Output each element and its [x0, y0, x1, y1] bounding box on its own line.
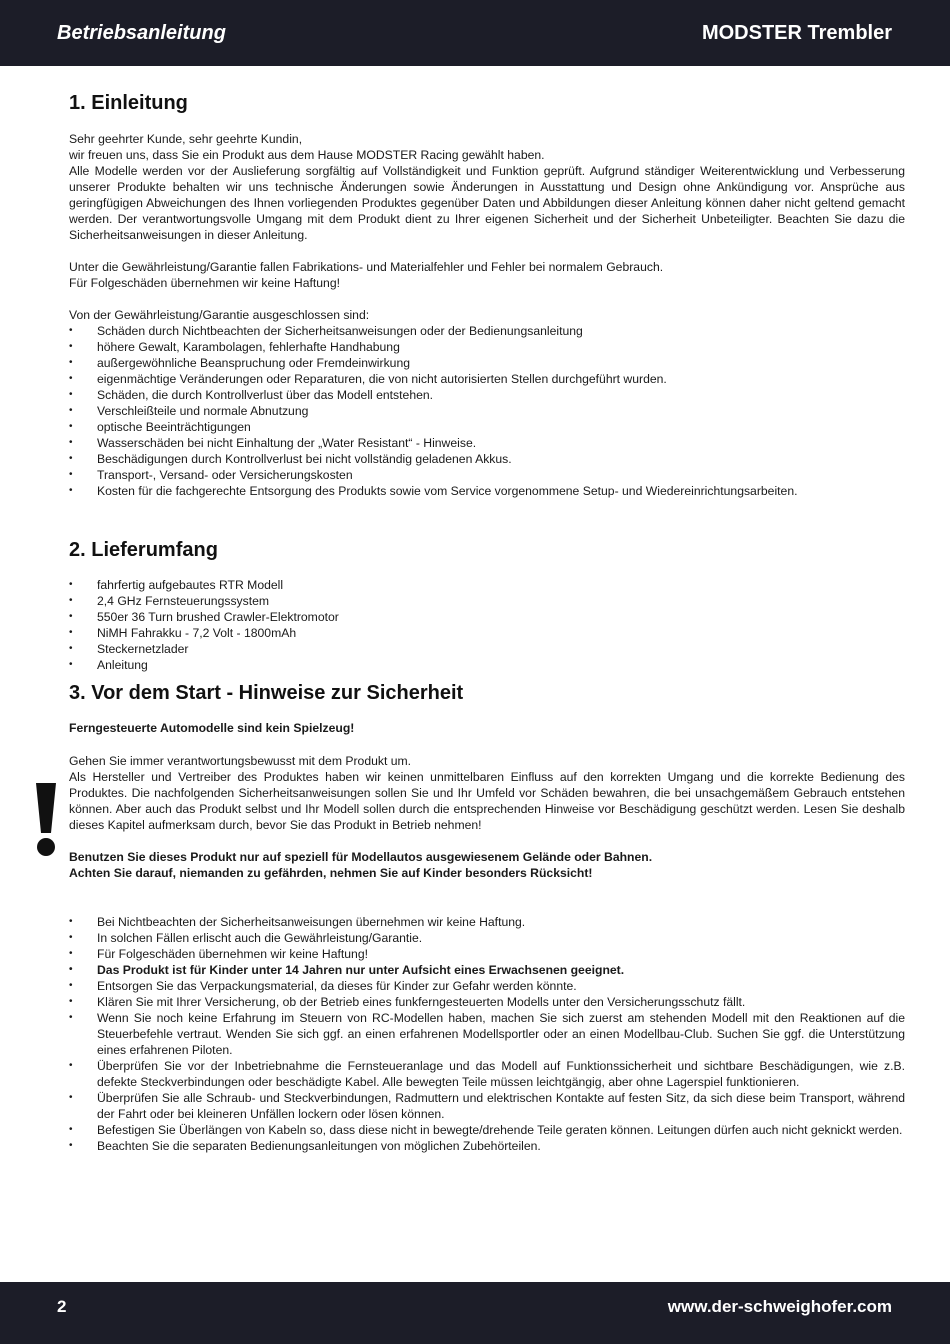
- safety-subtitle: Ferngesteuerte Automodelle sind kein Spielzeug!: [69, 721, 355, 735]
- list-item: • optische Beeinträchtigungen: [69, 419, 905, 435]
- exclusions-heading: Von der Gewährleistung/Garantie ausgeschlossen sind:: [69, 308, 370, 322]
- list-item: • höhere Gewalt, Karambolagen, fehlerhafte Handhabung: [69, 339, 905, 355]
- list-item: • eigenmächtige Veränderungen oder Reparaturen, die von nicht autorisierten Stellen durchgeführt wurden.: [69, 371, 905, 387]
- header-title: Betriebsanleitung: [57, 22, 226, 44]
- list-item: • 550er 36 Turn brushed Crawler-Elektromotor: [69, 609, 905, 625]
- greeting: Sehr geehrter Kunde, sehr geehrte Kundin,: [69, 132, 303, 146]
- exclusions-list: [69, 323, 905, 499]
- list-item: • Überprüfen Sie alle Schraub- und Steckverbindungen, Radmuttern und elektrischen Kontakte auf festen Sitz, da sich diese beim Transport, während der Fahrt oder bei kleineren Unfällen lockern oder lösen können.: [69, 1090, 905, 1122]
- list-item: • NiMH Fahrakku - 7,2 Volt - 1800mAh: [69, 625, 905, 641]
- page-number: 2: [57, 1297, 67, 1316]
- list-item: • Entsorgen Sie das Verpackungsmaterial, da dieses für Kinder zur Gefahr werden könnte.: [69, 978, 905, 994]
- list-item: • fahrfertig aufgebautes RTR Modell: [69, 577, 905, 593]
- intro-paragraph: Alle Modelle werden vor der Auslieferung sorgfältig auf Vollständigkeit und Funktion geprüft. Aufgrund ständiger Weiterentwicklung und Verbesserung unserer Produkte behalten wir uns technische Änderungen sowie Änderungen in Ausstattung und Design ohne Ankündigung vor. Ansprüche aus geringfügigen Abweichungen des Ihnen vorliegenden Produktes gegenüber Daten und Abbildungen dieser Anleitung können daher nicht geltend gemacht werden. Der verantwortungsvolle Umgang mit dem Produkt dient zu Ihrer eigenen Sicherheit und der Sicherheit Unbeteiligter. Beachten Sie dazu die Sicherheitsanweisungen in dieser Anleitung.: [69, 164, 905, 242]
- list-item: • In solchen Fällen erlischt auch die Gewährleistung/Garantie.: [69, 930, 905, 946]
- list-item: • Anleitung: [69, 657, 905, 673]
- list-item: • Schäden, die durch Kontrollverlust über das Modell entstehen.: [69, 387, 905, 403]
- section-2-title: 2. Lieferumfang: [69, 539, 218, 561]
- warning-line-2: Achten Sie darauf, niemanden zu gefährden, nehmen Sie auf Kinder besonders Rücksicht!: [69, 866, 593, 880]
- list-item: • Beschädigungen durch Kontrollverlust bei nicht vollständig geladenen Akkus.: [69, 451, 905, 467]
- list-item: • Für Folgeschäden übernehmen wir keine Haftung!: [69, 946, 905, 962]
- list-item: • Bei Nichtbeachten der Sicherheitsanweisungen übernehmen wir keine Haftung.: [69, 914, 905, 930]
- list-item: • Das Produkt ist für Kinder unter 14 Jahren nur unter Aufsicht eines Erwachsenen geeignet.: [69, 962, 905, 978]
- intro-line: wir freuen uns, dass Sie ein Produkt aus dem Hause MODSTER Racing gewählt haben.: [69, 148, 545, 162]
- list-item: • Steckernetzlader: [69, 641, 905, 657]
- list-item: • Beachten Sie die separaten Bedienungsanleitungen von möglichen Zubehörteilen.: [69, 1138, 905, 1154]
- section-3-content: [69, 720, 905, 1154]
- header-bar: [0, 0, 950, 66]
- list-item: • außergewöhnliche Beanspruchung oder Fremdeinwirkung: [69, 355, 905, 371]
- warning-line-1: Benutzen Sie dieses Produkt nur auf speziell für Modellautos ausgewiesenem Gelände oder Bahnen.: [69, 850, 653, 864]
- list-item: • Transport-, Versand- oder Versicherungskosten: [69, 467, 905, 483]
- section-1-title: 1. Einleitung: [69, 92, 188, 114]
- section-3-title: 3. Vor dem Start - Hinweise zur Sicherheit: [69, 682, 464, 704]
- footer-bar: [0, 1282, 950, 1344]
- liability-note: Für Folgeschäden übernehmen wir keine Haftung!: [69, 276, 340, 290]
- package-contents-list: [69, 577, 905, 673]
- list-item: • Schäden durch Nichtbeachten der Sicherheitsanweisungen oder der Bedienungsanleitung: [69, 323, 905, 339]
- warranty-scope: Unter die Gewährleistung/Garantie fallen Fabrikations- und Materialfehler und Fehler bei normalem Gebrauch.: [69, 260, 664, 274]
- safety-list: [69, 914, 905, 1154]
- list-item: • Kosten für die fachgerechte Entsorgung des Produkts sowie vom Service vorgenommene Setup- und Wiedereinrichtungsarbeiten.: [69, 483, 905, 499]
- list-item: • Befestigen Sie Überlängen von Kabeln so, dass diese nicht in bewegte/drehende Teile geraten können. Leitungen dürfen auch nicht geknickt werden.: [69, 1122, 905, 1138]
- list-item: • Verschleißteile und normale Abnutzung: [69, 403, 905, 419]
- safety-intro: Gehen Sie immer verantwortungsbewusst mit dem Produkt um.: [69, 754, 412, 768]
- list-item: • Klären Sie mit Ihrer Versicherung, ob der Betrieb eines funkferngesteuerten Modells unter den Versicherungsschutz fällt.: [69, 994, 905, 1010]
- section-1-intro: [69, 131, 905, 499]
- safety-paragraph: Als Hersteller und Vertreiber des Produktes haben wir keinen unmittelbaren Einfluss auf den korrekten Umgang und die korrekte Bedienung des Produktes. Die nachfolgenden Sicherheitsanweisungen sollen Sie und Ihr Umfeld vor Schäden bewahren, die bei unsachgemäßem Gebrauch entstehen können. Aber auch das Produkt selbst und Ihr Modell sollen durch die entsprechenden Hinweise vor Beschädigung geschützt werden. Lesen Sie deshalb dieses Kapitel aufmerksam durch, bevor Sie das Produkt in Betrieb nehmen!: [69, 770, 905, 832]
- list-item: • Überprüfen Sie vor der Inbetriebnahme die Fernsteueranlage und das Modell auf Funktionssicherheit und sichtbare Beschädigungen, wie z.B. defekte Steckverbindungen oder beschädigte Kabel. Alle bewegten Teile müssen leichtgängig, aber ohne Lagerspiel funktionieren.: [69, 1058, 905, 1090]
- list-item: • Wenn Sie noch keine Erfahrung im Steuern von RC-Modellen haben, machen Sie sich zuerst am stehenden Modell mit den Reaktionen auf die Steuerbefehle vertraut. Wenden Sie sich ggf. an einen erfahrenen Modellsportler oder an einen Modellbau-Club. Suchen Sie ggf. die Unterstützung eines erfahrenen Piloten.: [69, 1010, 905, 1058]
- section-2-content: [69, 577, 905, 673]
- product-name: MODSTER Trembler: [701, 22, 892, 44]
- website-url: www.der-schweighofer.com: [667, 1297, 892, 1316]
- list-item: • 2,4 GHz Fernsteuerungssystem: [69, 593, 905, 609]
- list-item: • Wasserschäden bei nicht Einhaltung der „Water Resistant“ - Hinweise.: [69, 435, 905, 451]
- exclamation-icon: [33, 783, 59, 857]
